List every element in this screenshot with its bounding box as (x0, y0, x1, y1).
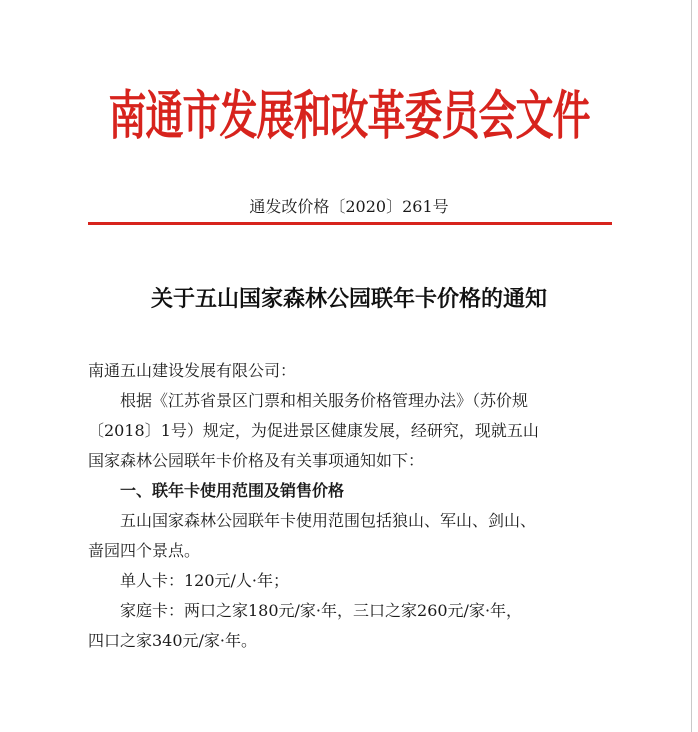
intro-paragraph-line-2: 〔2018〕1号）规定，为促进景区健康发展，经研究，现就五山 (88, 421, 539, 440)
family-card-price-line-1: 家庭卡：两口之家180元/家·年，三口之家260元/家·年， (120, 601, 523, 620)
red-divider-rule (88, 222, 612, 225)
scope-paragraph-line-1: 五山国家森林公园联年卡使用范围包括狼山、军山、剑山、 (120, 511, 537, 530)
single-card-price: 单人卡：120元/人·年； (120, 571, 290, 590)
issuer-header: 南通市发展和改革委员会文件 (108, 83, 590, 146)
scope-paragraph-line-2: 啬园四个景点。 (88, 541, 201, 560)
notice-body (88, 356, 616, 656)
notice-title: 关于五山国家森林公园联年卡价格的通知 (150, 286, 547, 312)
addressee-line: 南通五山建设发展有限公司： (88, 361, 297, 380)
family-card-price-line-2: 四口之家340元/家·年。 (88, 631, 258, 650)
document-number: 通发改价格〔2020〕261号 (249, 197, 449, 216)
section-heading-1: 一、联年卡使用范围及销售价格 (120, 481, 345, 500)
intro-paragraph-line-3: 国家森林公园联年卡价格及有关事项通知如下： (88, 451, 425, 470)
intro-paragraph-line-1: 根据《江苏省景区门票和相关服务价格管理办法》（苏价规 (120, 391, 529, 410)
